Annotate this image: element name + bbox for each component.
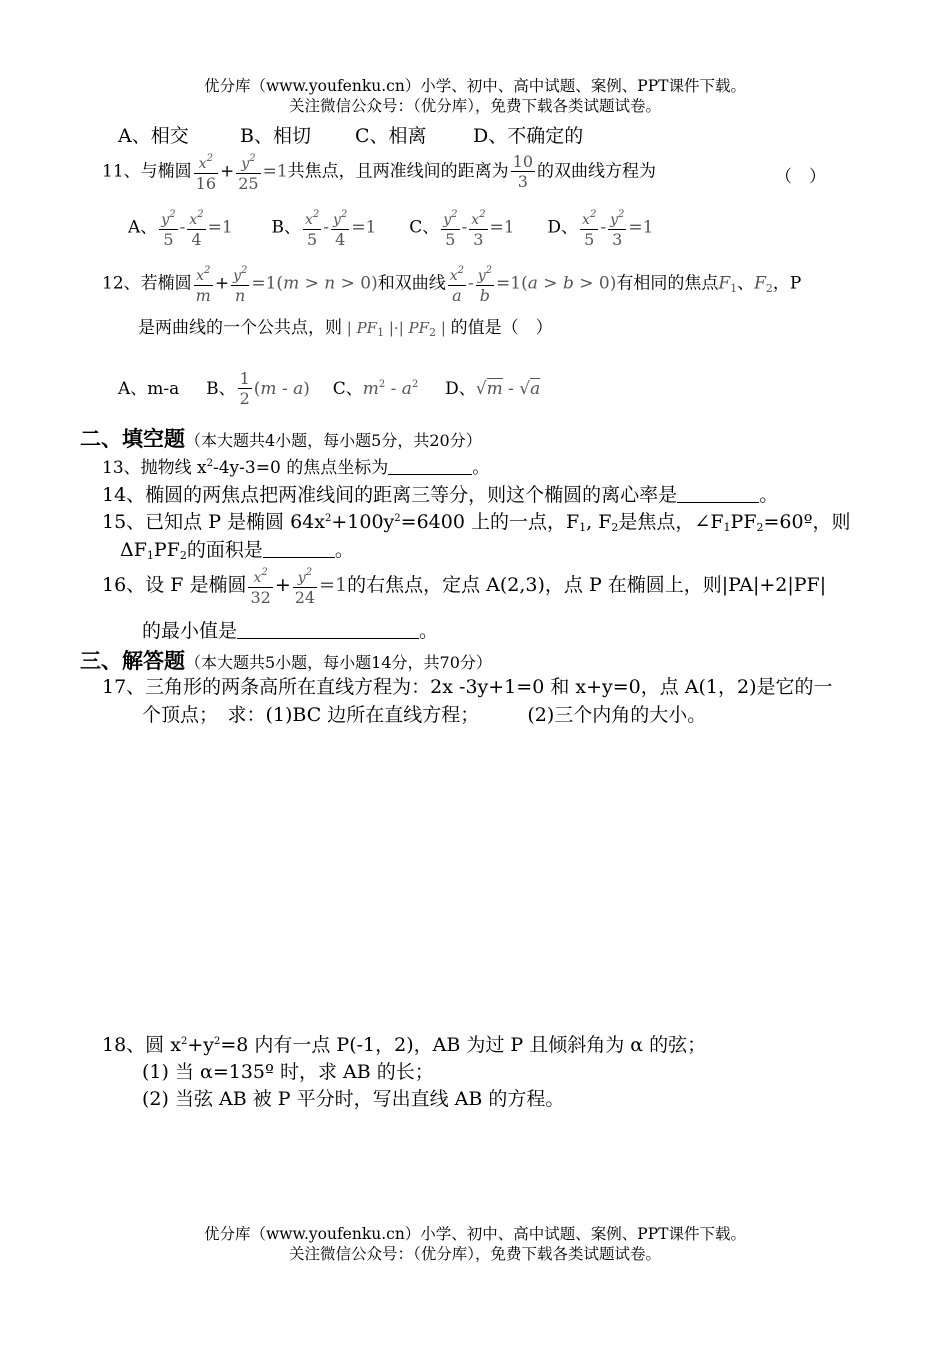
footer-line-2: 关注微信公众号：（优分库），免费下载各类试题试卷。 [288,1245,661,1263]
q10-option-a: A、相交 [118,125,189,147]
q11-answer-paren: （ ） [775,167,826,187]
q12-options: A、m-a B、 $\frac{1}{2}$ (m - a) C、$m^2 - a^2$ D、√m - √a [118,369,541,408]
q10-option-c: C、相离 [355,125,427,147]
question-17-line-2: 个顶点； 求：(1)BC 边所在直线方程； (2)三个内角的大小。 [142,704,707,726]
question-18: 18、圆 $x^2+y^2=8$ 内有一点 P(-1，2)，AB 为过 P 且倾斜角为 α 的弦； [102,1034,707,1056]
question-18-part-1: (1) 当 α=135º 时，求 AB 的长； [142,1061,434,1083]
question-15: 15、已知点 P 是椭圆 $64x^2+100y^2=6400$ 上的一点，$F_1$, $F_2$是焦点，$\angle F_1PF_2=60º$，则 [102,511,851,534]
question-14: 14、椭圆的两焦点把两准线间的距离三等分，则这个椭圆的离心率是 。 [102,484,779,506]
question-16: 16、设 F 是椭圆 $\frac{x^2}{32}$ + $\frac{y^2}{24}$ =1的右焦点，定点 A(2,3)，点 P 在椭圆上，则|PA|+2|PF| [102,564,826,608]
footer-line-1: 优分库（www.youfenku.cn）小学、初中、高中试题、案例、PPT课件下载。 [203,1225,747,1243]
question-16-line-2: 的最小值是 。 [142,620,439,642]
section-3-heading: 三、解答题（本大题共5小题，每小题14分，共70分） [80,649,492,673]
header-line-2: 关注微信公众号：（优分库），免费下载各类试题试卷。 [288,97,661,115]
q10-option-d: D、不确定的 [473,125,584,147]
question-12: 12、若椭圆 $\frac{x^2}{m}$ + $\frac{y^2}{n}$ =1(m > n > 0)和双曲线 $\frac{x^2}{a}$ - $\frac{y^2}{b}$ =1(a > b > 0)有相同的焦点$F_1$、$F_2$，P [102,262,801,306]
question-11: 11、与椭圆 $\frac{x^2}{16}$ + $\frac{y^2}{25}$ =1共焦点，且两准线间的距离为 $\frac{10}{3}$ 的双曲线方程为 [102,151,657,193]
question-18-part-2: (2) 当弦 AB 被 P 平分时，写出直线 AB 的方程。 [142,1088,565,1110]
q11-options: A、 $\frac{y^2}{5}$ - $\frac{x^2}{4}$ =1 B、 $\frac{x^2}{5}$ - $\frac{y^2}{4}$ =1 C、 $\frac{y^2}{5}$ - $\frac{x^2}{3}$ =1 D、 $\frac{x^2}{5}$ - $\frac{y^2}{3}$ =1 [128,206,653,250]
question-15-line-2: $\Delta F_1PF_2$的面积是 。 [120,539,354,562]
q10-option-b: B、相切 [240,125,311,147]
question-17: 17、三角形的两条高所在直线方程为：2x -3y+1=0 和 x+y=0，点 A(1，2)是它的一 [102,676,833,698]
section-2-heading: 二、填空题（本大题共4小题，每小题5分，共20分） [80,427,482,451]
question-12-line-2: 是两曲线的一个公共点，则 | $PF_1$ |·| $PF_2$ | 的值是（ ） [138,318,553,339]
header-line-1: 优分库（www.youfenku.cn）小学、初中、高中试题、案例、PPT课件下载。 [203,77,747,95]
question-13: 13、抛物线 $x^2-4y-3=0$ 的焦点坐标为 。 [102,458,490,478]
